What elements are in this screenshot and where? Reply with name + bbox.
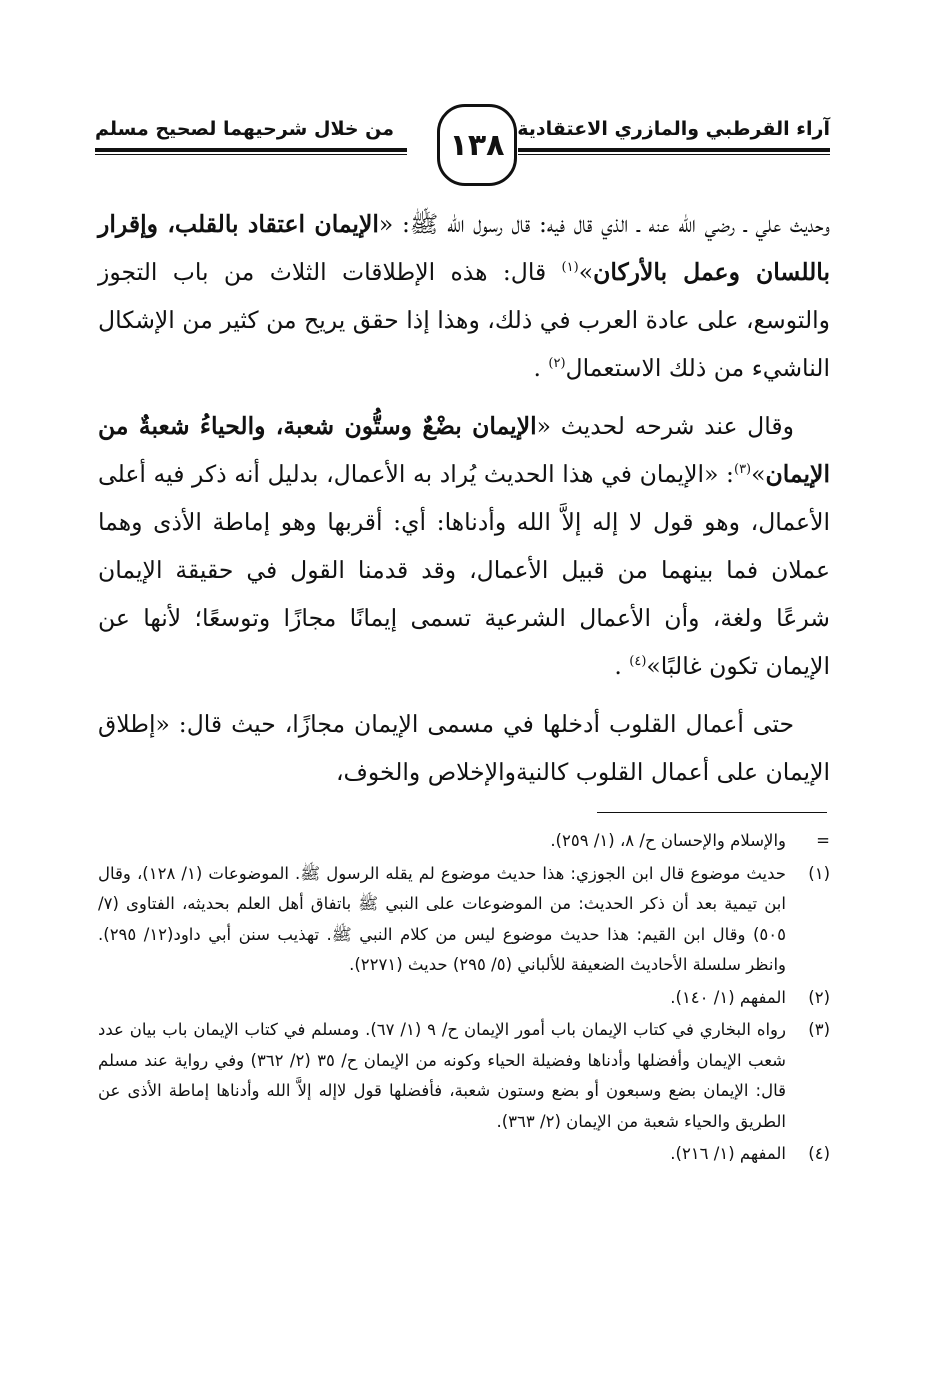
footnote-ref-4: (٤) [629,654,647,670]
p2-text-c: » [751,460,766,488]
footnote-3 [98,1015,830,1137]
p1-text-d: قال: هذه الإطلاقات الثلاث من باب التجوز والتوسع، على عادة العرب في ذلك، وهذا إذا حقق يريح من كثير من الإشكال الناشيء من ذلك الاستعمال [98,258,830,382]
footnote-cont-text: والإسلام والإحسان ح/ ٨، (١/ ٢٥٩). [550,831,786,850]
p1-text-a: وحديث علي ـ رضي الله عنه ـ الذي قال فيه: قال رسول الله ﷺ: « [378,210,830,238]
p1-text-e: . [533,354,549,382]
footnote-ref-3: (٣) [733,462,752,478]
page-number: ١٣٨ [437,104,517,186]
footnote-1-text: حديث موضوع قال ابن الجوزي: هذا حديث موضوع لم يقله الرسول ﷺ. الموضوعات (١/ ١٢٨)، وقال ابن تيمية بعد أن ذكر الحديث: من الموضوعات على النبي ﷺ باتفاق أهل العلم بحديثه، الفتاوى (٧/ ٥٠٥) وقال ابن القيم: هذا حديث موضوع ليس من كلام النبي ﷺ. تهذيب سنن أبي داود(١٢/ ٢٩٥). وانظر سلسلة الأحاديث الضعيفة للألباني (٥/ ٢٩٥) حديث (٢٢٧١). [98,863,786,974]
paragraph-3: حتى أعمال القلوب أدخلها في مسمى الإيمان مجازًا، حيث قال: «إطلاق الإيمان على أعمال القلوب كالنيةوالإخلاص والخوف، [98,710,830,786]
paragraph-2 [98,402,830,690]
p2-text-a: وقال عند شرحه لحديث « [536,412,794,440]
header-rule-left [95,148,407,155]
footnote-separator [597,812,827,813]
main-text [98,200,830,806]
running-title-right: آراء القرطبي والمازري الاعتقادية [517,118,830,140]
page-header [95,96,830,196]
footnote-1-number: (١) [808,863,830,883]
p2-quote-bold: الإيمان بضْعٌ وستُّون شعبة، والحياءُ شعبةٌ من الإيمان [98,412,830,488]
paragraph-1 [98,200,830,392]
footnote-4 [98,1139,830,1170]
p2-text-d: : «الإيمان في هذا الحديث يُراد به الأعمال، بدليل أنه ذكر فيه أعلى الأعمال، وهو قول لا إله إلاَّ الله وأدناها: أي: أقربها وهو إماطة الأذى وهما عملان فما بينهما من قبيل الأعمال، وقد قدمنا القول في حقيقة الإيمان شرعًا ولغة، وأن الأعمال الشرعية تسمى إيمانًا مجازًا وتوسعًا؛ لأنها عن الإيمان تكون غالبًا» [98,460,830,680]
footnote-2 [98,983,830,1014]
running-title-left: من خلال شرحيهما لصحيح مسلم [95,118,395,140]
footnote-3-text: رواه البخاري في كتاب الإيمان باب أمور الإيمان ح/ ٩ (١/ ٦٧). ومسلم في كتاب الإيمان باب بيان عدد شعب الإيمان وأفضلها وأدناها وفضيلة الحياء وكونه من الإيمان ح/ ٣٥ (٢/ ٣٦٢) وفي رواية عند مسلم قال: الإيمان بضع وسبعون أو بضع وستون شعبة، فأفضلها قول لاإله إلاَّ الله وأدناها إماطة الأذى عن الطريق والحياء شعبة من الإيمان (٢/ ٣٦٣). [98,1020,786,1131]
footnote-1 [98,859,830,981]
p1-quote-bold: الإيمان اعتقاد بالقلب، وإقرار باللسان وعمل بالأركان [98,210,830,286]
footnote-cont-marker: = [816,831,830,850]
footnote-4-number: (٤) [808,1144,830,1163]
footnote-4-text: المفهم (١/ ٢١٦). [670,1144,786,1163]
footnote-2-number: (٢) [808,987,830,1007]
footnote-ref-1: (١) [561,260,579,276]
p1-text-c: » [578,258,594,286]
footnote-3-number: (٣) [808,1020,830,1039]
footnote-continuation [98,826,830,857]
p2-text-e: . [614,652,630,680]
footnote-ref-2: (٢) [548,356,566,372]
footnote-2-text: المفهم (١/ ١٤٠). [670,987,786,1007]
header-rule-right [518,148,830,155]
footnotes [98,826,830,1172]
